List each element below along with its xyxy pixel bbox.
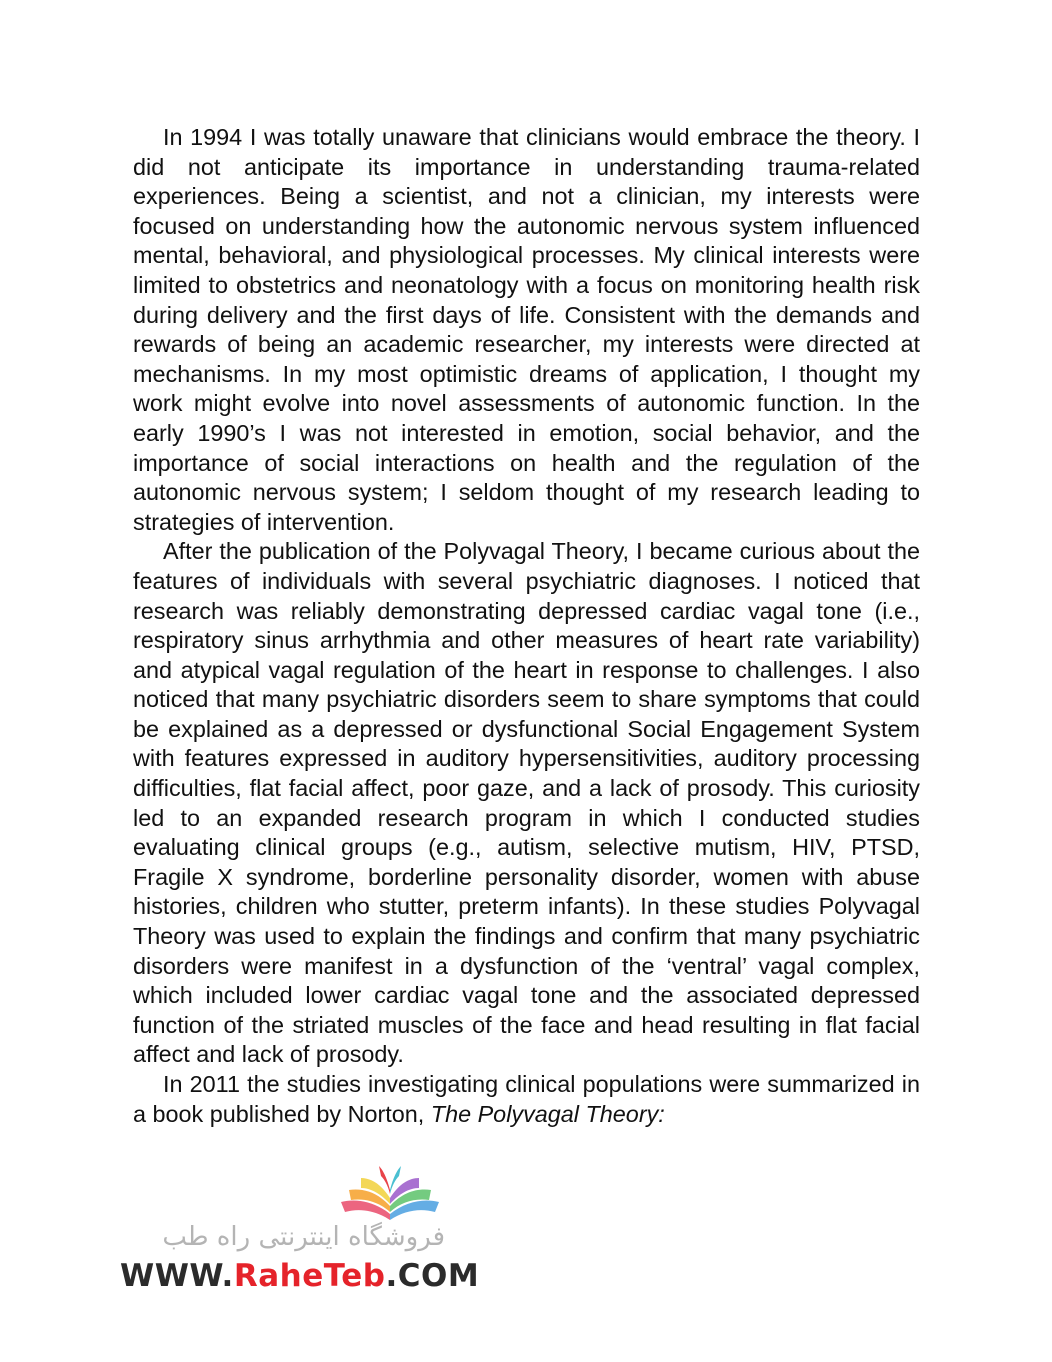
store-name-persian: فروشگاه اینترنتی راه طب [162,1222,445,1252]
page-body [133,123,920,1129]
url-prefix: WWW. [120,1258,234,1294]
watermark [120,1160,480,1300]
paragraph-1: In 1994 I was totally unaware that clinicians would embrace the theory. I did not anticipate its importance in understanding trauma-related experiences. Being a scientist, and not a clinician, my interests were focused on understanding how the autonomic nervous system influenced mental, behavioral, and physiological processes. My clinical interests were limited to obstetrics and neonatology with a focus on monitoring health risk during delivery and the first days of life. Consistent with the demands and rewards of being an academic researcher, my interests were directed at mechanisms. In my most optimistic dreams of application, I thought my work might evolve into novel assessments of autonomic function. In the early 1990’s I was not interested in emotion, social behavior, and the importance of social interactions on health and the regulation of the autonomic nervous system; I seldom thought of my research leading to strategies of intervention. [133,124,920,535]
url-suffix: .COM [385,1258,480,1294]
paragraph-3 [133,1070,920,1129]
paragraph-3-text: In 2011 the studies investigating clinical populations were summarized in a book published by Norton, [133,1071,920,1127]
url-brand: RaheTeb [233,1258,386,1294]
book-title: The Polyvagal Theory: [430,1100,665,1127]
paragraph-2: After the publication of the Polyvagal Theory, I became curious about the features of individuals with several psychiatric diagnoses. I noticed that research was reliably demonstrating depressed cardiac vagal tone (i.e., respiratory sinus arrhythmia and other measures of heart rate variability) and atypical vagal regulation of the heart in response to challenges. I also noticed that many psychiatric disorders seem to share symptoms that could be explained as a depressed or dysfunctional Social Engagement System with features expressed in auditory hypersensitivities, auditory processing difficulties, flat facial affect, poor gaze, and a lack of prosody. This curiosity led to an expanded research program in which I conducted studies evaluating clinical groups (e.g., autism, selective mutism, HIV, PTSD, Fragile X syndrome, borderline personality disorder, women with abuse histories, children who stutter, preterm infants). In these studies Polyvagal Theory was used to explain the findings and confirm that many psychiatric disorders were manifest in a dysfunction of the ‘ventral’ vagal complex, which included lower cardiac vagal tone and the associated depressed function of the striated muscles of the face and head resulting in flat facial affect and lack of prosody. [133,538,920,1068]
store-url [120,1258,479,1294]
open-book-logo-icon [335,1162,445,1224]
